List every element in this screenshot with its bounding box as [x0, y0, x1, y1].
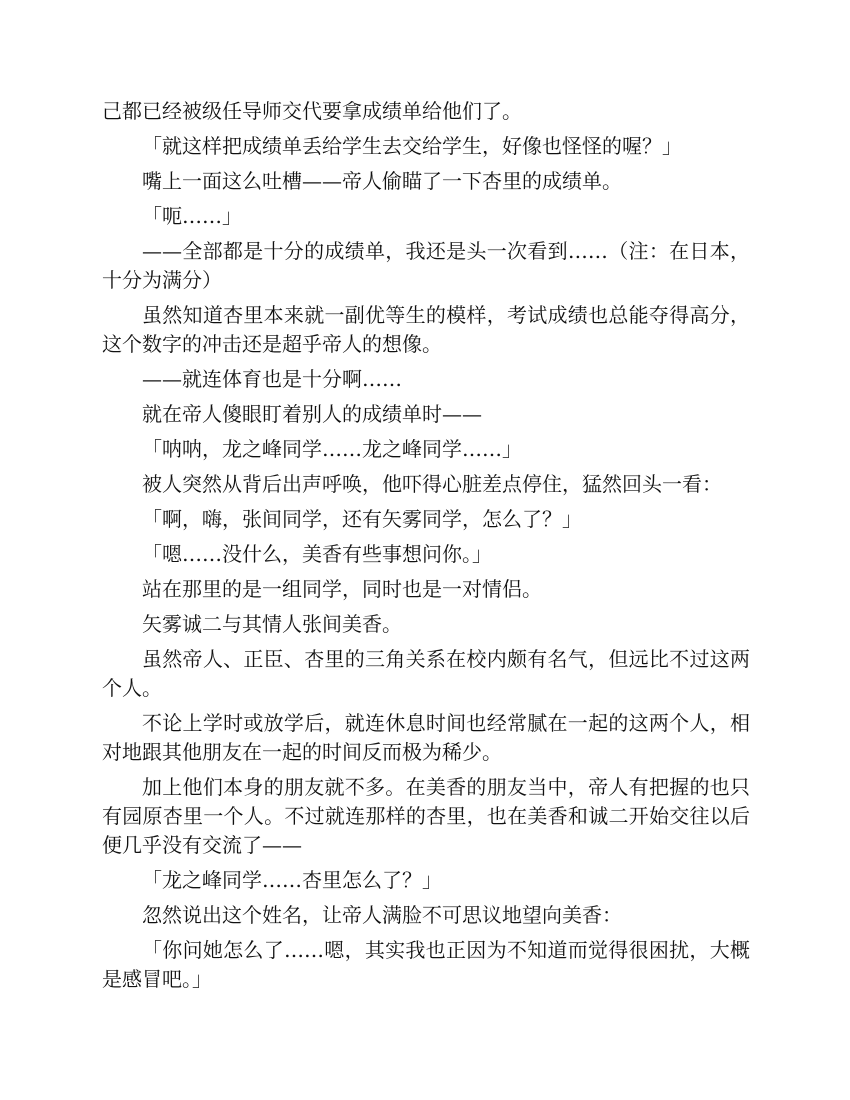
paragraph: 忽然说出这个姓名，让帝人满脸不可思议地望向美香：	[142, 903, 622, 927]
paragraph: 不论上学时或放学后，就连休息时间也经常腻在一起的这两个人，相对地跟其他朋友在一起的时间反而极为稀少。	[102, 711, 750, 764]
paragraph: 「龙之峰同学……杏里怎么了？」	[142, 868, 442, 892]
paragraph: 「啊，嗨，张间同学，还有矢雾同学，怎么了？」	[142, 507, 582, 531]
document-page	[102, 97, 750, 1000]
paragraph: 「就这样把成绩单丢给学生去交给学生，好像也怪怪的喔？」	[142, 134, 682, 158]
paragraph: 嘴上一面这么吐槽——帝人偷瞄了一下杏里的成绩单。	[142, 169, 622, 193]
paragraph: 被人突然从背后出声呼唤，他吓得心脏差点停住，猛然回头一看：	[142, 472, 722, 496]
paragraph: 矢雾诚二与其情人张间美香。	[142, 612, 402, 636]
paragraph: 「嗯……没什么，美香有些事想问你。」	[142, 542, 492, 566]
paragraph: 「呃……」	[142, 204, 242, 228]
paragraph: ——全部都是十分的成绩单，我还是头一次看到……（注：在日本，十分为满分）	[102, 239, 750, 292]
paragraph: 「呐呐，龙之峰同学……龙之峰同学……」	[142, 437, 522, 461]
paragraph: 虽然知道杏里本来就一副优等生的模样，考试成绩也总能夺得高分，这个数字的冲击还是超乎帝人的想像。	[102, 303, 750, 356]
paragraph: 加上他们本身的朋友就不多。在美香的朋友当中，帝人有把握的也只有园原杏里一个人。不过就连那样的杏里，也在美香和诚二开始交往以后便几乎没有交流了——	[102, 775, 750, 857]
paragraph: 「你问她怎么了……嗯，其实我也正因为不知道而觉得很困扰，大概是感冒吧。」	[102, 938, 750, 991]
paragraph: 虽然帝人、正臣、杏里的三角关系在校内颇有名气，但远比不过这两个人。	[102, 647, 750, 700]
paragraph: 己都已经被级任导师交代要拿成绩单给他们了。	[102, 99, 522, 123]
paragraph: ——就连体育也是十分啊……	[142, 367, 402, 391]
paragraph: 站在那里的是一组同学，同时也是一对情侣。	[142, 577, 542, 601]
paragraph: 就在帝人傻眼盯着别人的成绩单时——	[142, 402, 482, 426]
